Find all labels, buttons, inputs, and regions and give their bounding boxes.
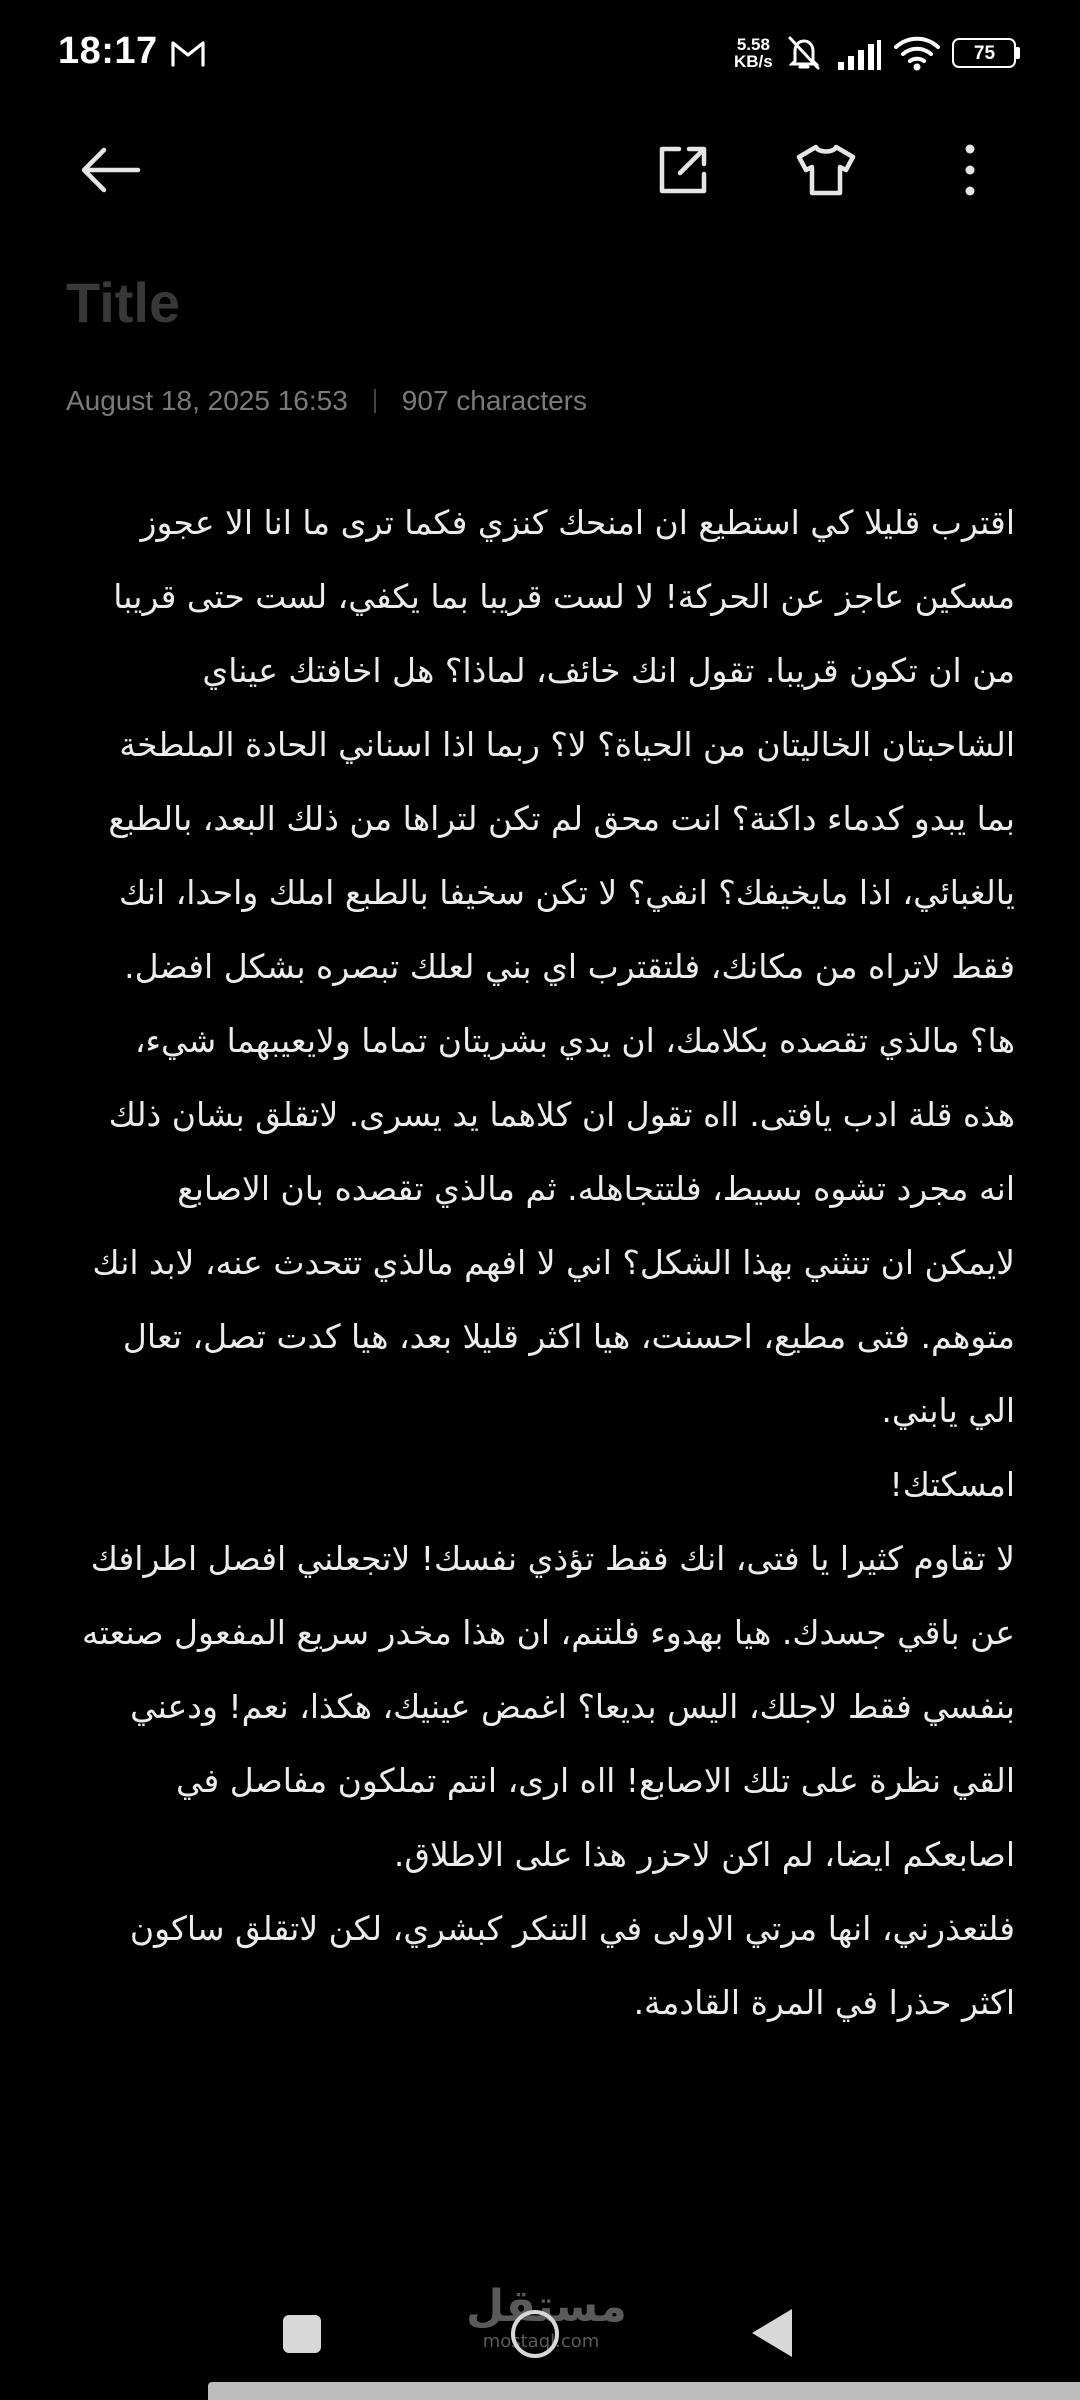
gmail-icon <box>170 38 206 68</box>
note-paragraph: امسكتك! <box>889 1465 1015 1504</box>
signal-icon <box>836 38 882 72</box>
status-time: 18:17 <box>58 30 158 72</box>
back-triangle-icon[interactable] <box>752 2309 792 2357</box>
arrow-left-icon <box>78 146 142 194</box>
note-paragraph: فلتعذرني، انها مرتي الاولى في التنكر كبشري، لكن لاتقلق ساكون اكثر حذرا في المرة القادمة. <box>129 1909 1015 2022</box>
share-button[interactable] <box>643 130 723 210</box>
more-options-button[interactable] <box>930 130 1010 210</box>
note-paragraph: لا تقاوم كثيرا يا فتى، انك فقط تؤذي نفسك! لاتجعلني افصل اطرافك عن باقي جسدك. هيا بهدوء فلتنم، ان هذا مخدر سريع المفعول صنعته بنفسي فقط لاجلك، اليس بديعا؟ اغمض عينيك، هكذا، نعم! ودعني القي نظرة على تلك الاصابع! ااه ارى، انتم تملكون مفاصل في اصابعكم ايضا، لم اكن لاحزر هذا على الاطلاق. <box>81 1539 1015 1874</box>
char-count: 907 characters <box>401 385 588 416</box>
more-vertical-icon <box>960 142 980 198</box>
shirt-icon <box>795 142 857 198</box>
status-bar <box>0 0 1080 108</box>
note-date: August 18, 2025 16:53 <box>66 385 348 416</box>
note-meta <box>66 385 587 417</box>
note-paragraph: اقترب قليلا كي استطيع ان امنحك كنزي فكما ترى ما انا الا عجوز مسكين عاجز عن الحركة! لا لست قريبا بما يكفي، لست حتى قريبا من ان تكون قريبا. تقول انك خائف، لماذا؟ هل اخافتك عيناي الشاحبتان الخاليتان من الحياة؟ لا؟ ربما اذا اسناني الحادة الملطخة بما يبدو كدماء داكنة؟ انت محق لم تكن لتراها من ذلك البعد، بالطبع يالغبائي، اذا مايخيفك؟ انفي؟ لا تكن سخيفا بالطبع املك واحدا، انك فقط لاتراه من مكانك، فلتقترب اي بني لعلك تبصره بشكل افضل. <box>108 503 1015 986</box>
battery-level: 75 <box>973 43 996 64</box>
title-input[interactable] <box>66 262 1016 342</box>
back-button[interactable] <box>70 130 150 210</box>
meta-divider <box>374 389 376 413</box>
home-icon[interactable] <box>511 2310 559 2358</box>
network-speed-value: 5.58 <box>736 35 770 54</box>
gesture-bar[interactable] <box>208 2382 1080 2400</box>
note-paragraph: ها؟ مالذي تقصده بكلامك، ان يدي بشريتان تماما ولايعيبهما شيء، هذه قلة ادب يافتى. ااه تقول ان كلاهما يد يسرى. لاتقلق بشان ذلك انه مجرد تشوه بسيط، فلتتجاهله. ثم مالذي تقصده بان الاصابع لايمكن ان تنثني بهذا الشكل؟ اني لا افهم مالذي تتحدث عنه، لابد انك متوهم. فتى مطيع، احسنت، هيا اكثر قليلا بعد، هيا كدت تصل، تعال الي يابني. <box>92 1021 1015 1430</box>
share-icon <box>655 142 711 198</box>
recent-apps-icon[interactable] <box>283 2315 321 2353</box>
note-body[interactable] <box>80 486 1015 2040</box>
network-speed-unit: KB/s <box>734 52 773 71</box>
network-speed <box>734 36 773 70</box>
watermark-arabic: مستقل <box>466 2281 627 2332</box>
watermark-latin: mostaql.com <box>482 2331 600 2352</box>
wifi-icon <box>893 34 941 72</box>
bell-off-icon <box>786 34 822 72</box>
theme-button[interactable] <box>786 130 866 210</box>
battery-icon <box>952 38 1020 68</box>
